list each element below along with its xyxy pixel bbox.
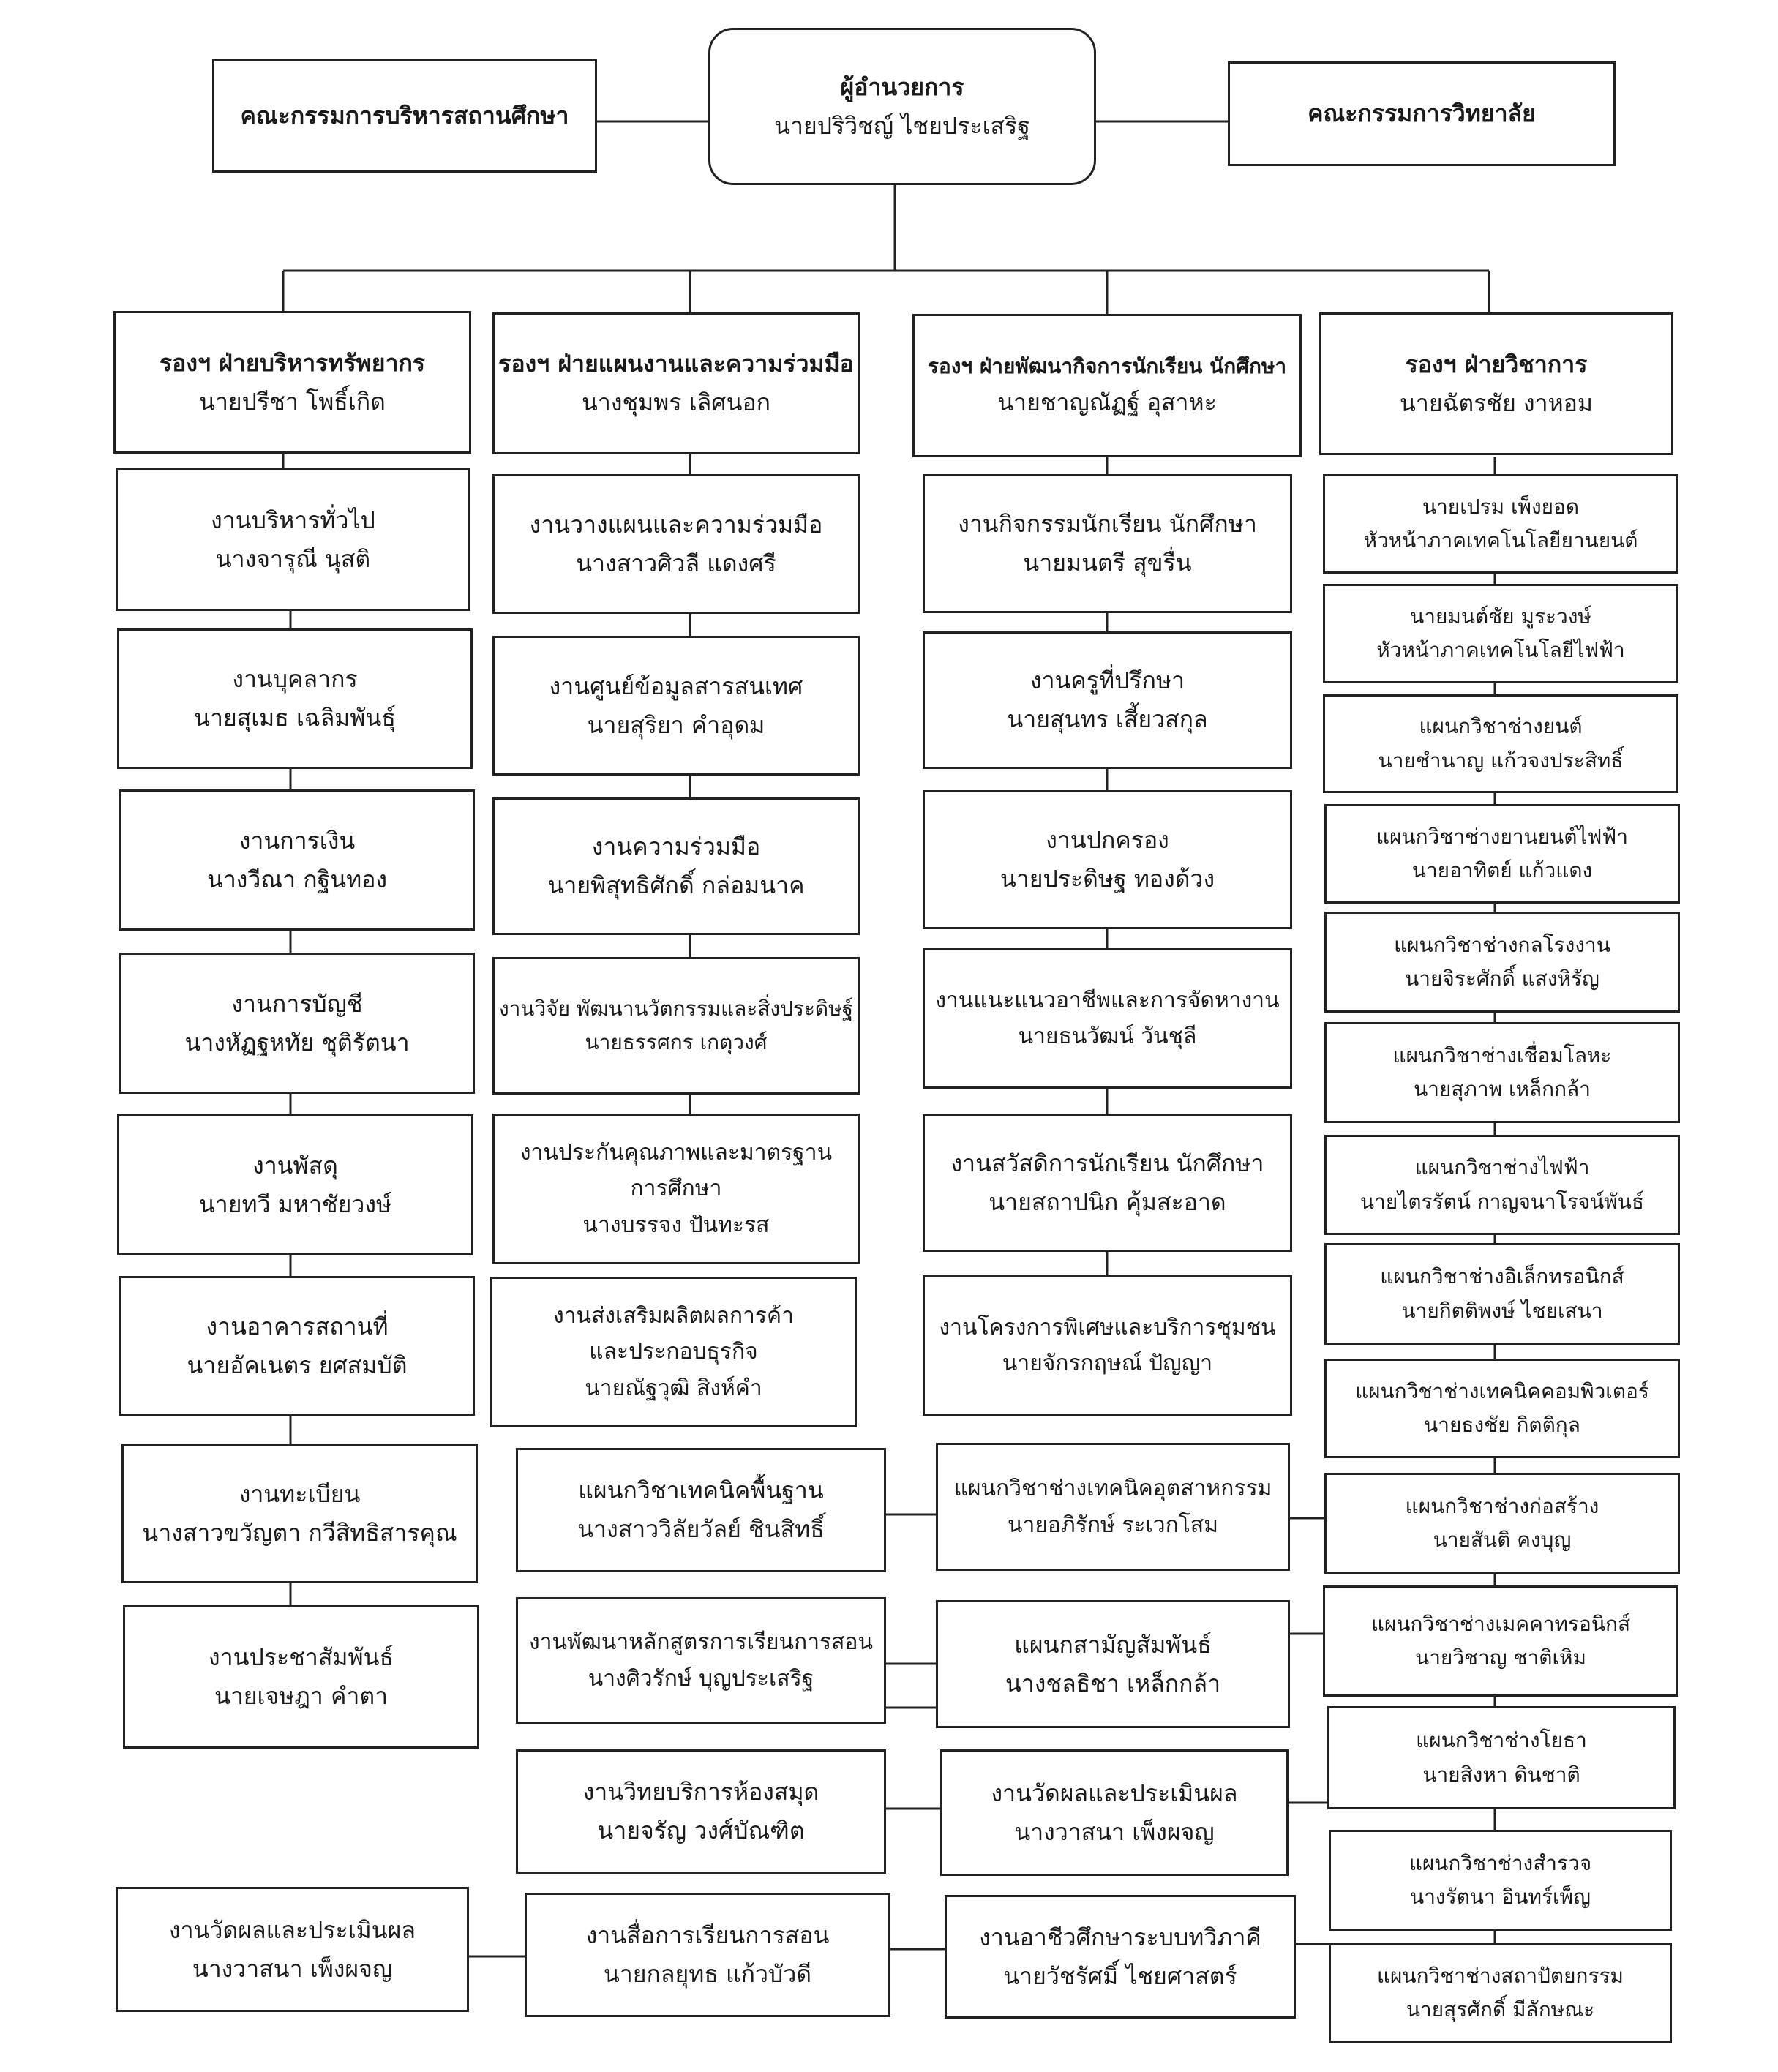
deputy-name: นายปรีชา โพธิ์เกิด (199, 387, 386, 416)
board-right-title: คณะกรรมการวิทยาลัย (1308, 100, 1536, 128)
unit-box (123, 1605, 479, 1749)
unit-box (1324, 1022, 1680, 1123)
deputy-box (912, 314, 1302, 457)
unit-box (1323, 694, 1678, 793)
person-name: นางวาสนา เพ็งผจญ (192, 1954, 393, 1983)
unit-box (936, 1600, 1290, 1728)
person-name: นายสุนทร เสี้ยวสกุล (1007, 705, 1208, 733)
unit-name: งานประชาสัมพันธ์ (209, 1643, 394, 1672)
board-right-box (1228, 61, 1616, 166)
person-name: นายธงชัย กิตติกุล (1424, 1413, 1580, 1437)
deputy-box (492, 312, 860, 454)
unit-name: งานวางแผนและความร่วมมือ (529, 510, 823, 538)
deputy-title: รองฯ ฝ่ายพัฒนากิจการนักเรียน นักศึกษา (927, 353, 1287, 378)
unit-name: งานวิทยบริการห้องสมุด (582, 1778, 819, 1806)
unit-name: แผนกวิชาช่างเชื่อมโลหะ (1392, 1043, 1612, 1067)
deputy-name: นายฉัตรชัย งาหอม (1400, 388, 1593, 417)
deputy-name: นายชาญณัฏฐ์ อุสาหะ (997, 388, 1217, 416)
unit-box (1324, 1135, 1680, 1235)
unit-name: งานวิจัย พัฒนานวัตกรรมและสิ่งประดิษฐ์ (498, 996, 854, 1021)
unit-box (119, 789, 475, 931)
unit-box (923, 1275, 1292, 1416)
board-left-box (212, 59, 597, 173)
person-name: นายประดิษฐ ทองด้วง (999, 865, 1215, 893)
unit-box (492, 1114, 860, 1264)
person-name: นายอภิรักษ์ ระเวกโสม (1007, 1512, 1218, 1538)
person-name: นายทวี มหาชัยวงษ์ (198, 1190, 392, 1218)
person-name: นางวาสนา เพ็งผจญ (1014, 1817, 1215, 1846)
person-name: นายเปรม เพ็งยอด (1422, 494, 1580, 519)
unit-name: งานปกครอง (1046, 826, 1169, 855)
person-name: นางจารุณี นุสติ (215, 544, 371, 573)
unit-name: งานศูนย์ข้อมูลสารสนเทศ (549, 672, 803, 700)
person-name: นางสาววิลัยวัลย์ ชินสิทธิ์ (577, 1515, 825, 1543)
unit-box (119, 953, 475, 1094)
unit-name: งานแนะแนวอาชีพและการจัดหางาน (935, 987, 1280, 1013)
unit-name: งานทะเบียน (239, 1479, 361, 1508)
person-name: นายสุริยา คำอุดม (587, 710, 765, 739)
unit-box (1324, 1473, 1680, 1574)
unit-name: งานอาคารสถานที่ (206, 1312, 389, 1340)
person-name: นางสาวศิวลี แดงศรี (576, 549, 776, 577)
unit-name: แผนกวิชาช่างเทคนิคอุตสาหกรรม (953, 1476, 1272, 1501)
deputy-name: นางชุมพร เลิศนอก (581, 388, 771, 416)
person-name: นายเจษฎา คำตา (214, 1682, 389, 1710)
unit-box (516, 1749, 886, 1874)
person-name: นายวิชาญ ชาติเหิม (1415, 1645, 1586, 1670)
person-name: นางวีณา กฐินทอง (206, 865, 388, 893)
unit-name: งานบริหารทั่วไป (211, 506, 375, 534)
director-title: ผู้อำนวยการ (840, 72, 964, 101)
unit-box (1324, 1243, 1680, 1345)
unit-box (923, 631, 1292, 769)
person-name: นายสิงหา ดินชาติ (1422, 1762, 1580, 1787)
unit-box (116, 1887, 469, 2012)
unit-box (516, 1448, 886, 1572)
unit-box (1329, 1943, 1672, 2043)
unit-box (940, 1749, 1289, 1876)
unit-box (1323, 584, 1678, 683)
unit-box (1327, 1706, 1676, 1809)
unit-name: งานอาชีวศึกษาระบบทวิภาคี (979, 1923, 1261, 1951)
unit-name: งานการเงิน (239, 826, 356, 855)
person-name: นายกลยุทธ แก้วบัวดี (603, 1960, 812, 1988)
unit-name: แผนกวิชาช่างยานยนต์ไฟฟ้า (1376, 824, 1628, 849)
unit-name: แผนกวิชาช่างสำรวจ (1408, 1850, 1592, 1875)
person-name: นางบรรจง ปันทะรส (582, 1212, 770, 1238)
unit-name: แผนกวิชาช่างเทคนิคคอมพิวเตอร์ (1355, 1378, 1649, 1403)
unit-name-line2: การศึกษา (630, 1176, 722, 1202)
person-name: นายสุเมธ เฉลิมพันธุ์ (194, 704, 396, 732)
unit-box (490, 1277, 857, 1427)
unit-name: งานการบัญชี (231, 989, 363, 1018)
person-name: นายชำนาญ แก้วจงประสิทธิ์ (1378, 748, 1624, 773)
person-name: นางหัฏฐหทัย ชุติรัตนา (184, 1028, 410, 1056)
unit-name: งานความร่วมมือ (591, 833, 761, 861)
unit-box (516, 1597, 886, 1724)
unit-name-line2: และประกอบธุรกิจ (589, 1339, 758, 1365)
unit-name: งานพัฒนาหลักสูตรการเรียนการสอน (529, 1629, 873, 1655)
deputy-box (1319, 312, 1673, 455)
person-name: นายกิตติพงษ์ ไชยเสนา (1401, 1298, 1603, 1323)
person-name: นายอาทิตย์ แก้วแดง (1411, 858, 1593, 882)
unit-name: งานโครงการพิเศษและบริการชุมชน (939, 1314, 1276, 1340)
person-name: นายมนต์ชัย มูระวงษ์ (1410, 604, 1591, 628)
unit-box (923, 474, 1292, 613)
unit-box (117, 1114, 473, 1255)
unit-name: แผนกวิชาช่างโยธา (1416, 1728, 1587, 1753)
unit-box (1324, 804, 1680, 904)
unit-name: งานสวัสดิการนักเรียน นักศึกษา (950, 1149, 1264, 1178)
unit-box (492, 797, 860, 935)
unit-name: แผนกสามัญสัมพันธ์ (1014, 1630, 1212, 1659)
person-name: นางศิวรักษ์ บุญประเสริฐ (588, 1665, 814, 1692)
unit-name: แผนกวิชาช่างอิเล็กทรอนิกส์ (1380, 1264, 1624, 1289)
unit-box (492, 957, 860, 1095)
unit-name: งานประกันคุณภาพและมาตรฐาน (519, 1139, 833, 1166)
unit-box (945, 1895, 1296, 2019)
unit-name: งานพัสดุ (252, 1151, 338, 1179)
unit-box (1323, 1585, 1678, 1697)
unit-name: แผนกวิชาช่างยนต์ (1419, 714, 1583, 739)
director-box (708, 28, 1096, 185)
person-name: นายจิระศักดิ์ แสงหิรัญ (1405, 966, 1599, 991)
person-name: นายธรรศกร เกตุวงศ์ (585, 1030, 768, 1054)
unit-name: แผนกวิชาเทคนิคพื้นฐาน (578, 1476, 824, 1505)
person-name: นายวัชรัศมิ์ ไชยศาสตร์ (1003, 1962, 1237, 1990)
board-left-title: คณะกรรมการบริหารสถานศึกษา (240, 101, 569, 130)
unit-name: งานสื่อการเรียนการสอน (585, 1921, 830, 1950)
unit-name: แผนกวิชาช่างเมคคาทรอนิกส์ (1370, 1611, 1631, 1636)
unit-box (1329, 1830, 1672, 1931)
deputy-title: รองฯ ฝ่ายแผนงานและความร่วมมือ (498, 350, 854, 378)
deputy-title: รองฯ ฝ่ายบริหารทรัพยากร (159, 348, 425, 377)
unit-box (923, 1114, 1292, 1252)
unit-name: หัวหน้าภาคเทคโนโลยีไฟฟ้า (1376, 638, 1625, 662)
unit-name: งานกิจกรรมนักเรียน นักศึกษา (958, 510, 1257, 538)
unit-box (936, 1443, 1290, 1571)
unit-box (121, 1444, 478, 1583)
unit-box (1324, 912, 1680, 1013)
unit-box (116, 468, 470, 611)
unit-box (923, 948, 1292, 1089)
unit-box (117, 628, 473, 769)
unit-box (1324, 1359, 1680, 1458)
unit-name: แผนกวิชาช่างกลโรงงาน (1394, 932, 1610, 957)
person-name: นายสุรศักดิ์ มีลักษณะ (1406, 1997, 1595, 2022)
unit-name: งานส่งเสริมผลิตผลการค้า (553, 1302, 794, 1329)
unit-name: งานวัดผลและประเมินผล (169, 1915, 416, 1944)
unit-box (1323, 474, 1678, 574)
unit-box (923, 790, 1292, 929)
person-name: นายสุภาพ เหล็กกล้า (1414, 1077, 1591, 1101)
unit-name: แผนกวิชาช่างสถาปัตยกรรม (1376, 1963, 1624, 1988)
person-name: นายธนวัฒน์ วันชุลี (1018, 1024, 1197, 1049)
unit-name: หัวหน้าภาคเทคโนโลยียานยนต์ (1363, 528, 1638, 552)
unit-box (119, 1276, 475, 1416)
person-name: นายพิสุทธิศักดิ์ กล่อมนาค (547, 871, 805, 899)
deputy-box (113, 311, 471, 454)
person-name: นายจรัญ วงศ์บัณฑิต (597, 1817, 805, 1844)
unit-name: งานครูที่ปรึกษา (1029, 667, 1185, 695)
person-name: นางสาวขวัญตา กวีสิทธิสารคุณ (142, 1518, 457, 1547)
person-name: นายณัฐวุฒิ สิงห์คำ (585, 1375, 762, 1401)
unit-name: งานบุคลากร (232, 665, 358, 694)
person-name: นางชลธิชา เหล็กกล้า (1005, 1669, 1221, 1697)
unit-name: แผนกวิชาช่างก่อสร้าง (1405, 1493, 1599, 1518)
person-name: นายมนตรี สุขรื่น (1023, 549, 1192, 577)
unit-name: แผนกวิชาช่างไฟฟ้า (1414, 1155, 1590, 1180)
unit-box (492, 636, 860, 776)
deputy-title: รองฯ ฝ่ายวิชาการ (1405, 350, 1588, 378)
unit-name: งานวัดผลและประเมินผล (991, 1779, 1238, 1807)
person-name: นายไตรรัตน์ กาญจนาโรจน์พันธ์ (1360, 1189, 1644, 1214)
person-name: นายอัคเนตร ยศสมบัติ (187, 1351, 408, 1379)
unit-box (492, 474, 860, 614)
unit-box (525, 1893, 890, 2017)
director-name: นายปริวิชญ์ ไชยประเสริฐ (774, 111, 1030, 140)
person-name: นายสถาปนิก คุ้มสะอาด (989, 1188, 1226, 1216)
person-name: นางรัตนา อินทร์เพ็ญ (1410, 1885, 1591, 1909)
person-name: นายสันติ คงบุญ (1433, 1528, 1572, 1552)
person-name: นายจักรกฤษณ์ ปัญญา (1002, 1351, 1213, 1376)
